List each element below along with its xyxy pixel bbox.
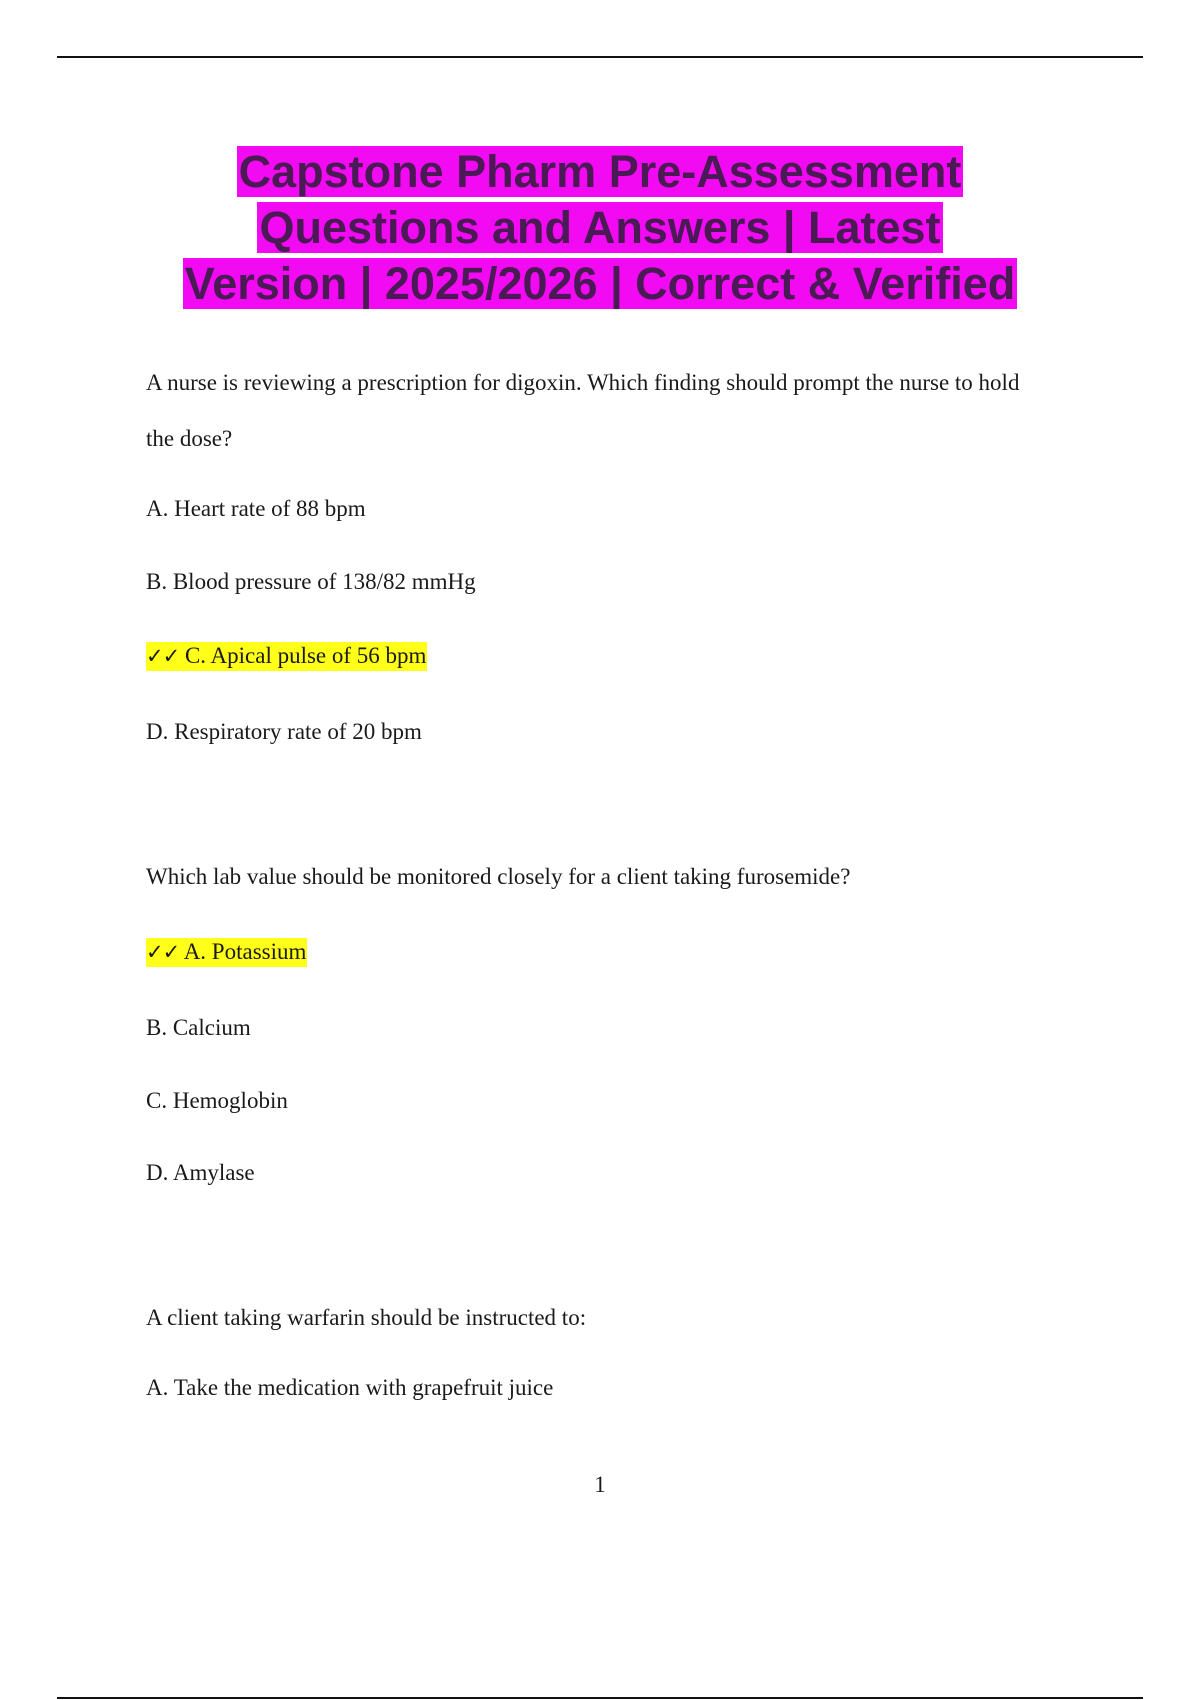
question-2-stem: Which lab value should be monitored closely for a client taking furosemide? — [146, 864, 851, 889]
title-line-3: Version | 2025/2026 | Correct & Verified — [184, 258, 1016, 309]
title-line-1: Capstone Pharm Pre-Assessment — [238, 146, 962, 197]
question-1-stem-line-1: A nurse is reviewing a prescription for digoxin. Which finding should prompt the nurse to hold — [146, 370, 1020, 395]
question-3-stem: A client taking warfarin should be instructed to: — [146, 1305, 587, 1330]
footer-rule — [57, 1697, 1143, 1699]
correct-answer-highlight — [146, 642, 427, 671]
question-2-option-b: B. Calcium — [146, 1015, 251, 1040]
question-3-option-a: A. Take the medication with grapefruit juice — [146, 1375, 554, 1400]
double-check-icon: ✓✓ — [146, 644, 180, 668]
question-2-option-a — [146, 939, 307, 965]
question-1-option-b: B. Blood pressure of 138/82 mmHg — [146, 569, 476, 594]
question-2-option-c: C. Hemoglobin — [146, 1088, 288, 1113]
page-number: 1 — [594, 1472, 606, 1497]
correct-answer-text: C. Apical pulse of 56 bpm — [184, 643, 427, 668]
double-check-icon: ✓✓ — [146, 940, 180, 964]
question-1-option-c — [146, 643, 427, 669]
question-1-option-a: A. Heart rate of 88 bpm — [146, 496, 366, 521]
header-rule — [57, 56, 1143, 58]
correct-answer-text: A. Potassium — [183, 939, 307, 964]
title-line-2: Questions and Answers | Latest — [259, 202, 941, 253]
question-1-stem-line-2: the dose? — [146, 426, 233, 451]
document-title — [130, 144, 1070, 312]
correct-answer-highlight — [146, 938, 307, 967]
question-1-option-d: D. Respiratory rate of 20 bpm — [146, 719, 422, 744]
question-2-option-d: D. Amylase — [146, 1160, 255, 1185]
